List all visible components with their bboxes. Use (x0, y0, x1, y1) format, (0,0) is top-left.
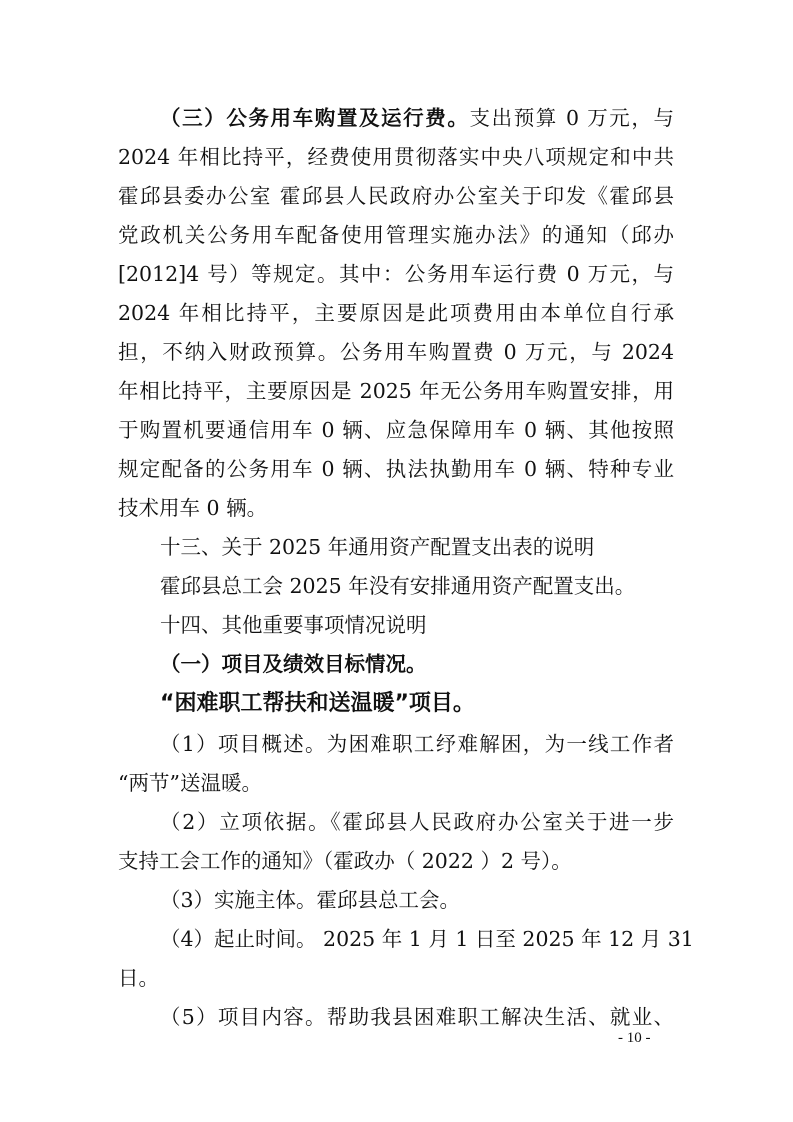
page-number: - 10 - (618, 1030, 651, 1046)
section-3-line-8: 年相比持平，主要原因是 2025 年无公务用车购置安排，用 (118, 379, 674, 403)
section-3-line-7: 担，不纳入财政预算。公务用车购置费 0 万元，与 2024 (118, 340, 674, 364)
paragraph-13: 霍邱县总工会 2025 年没有安排通用资产配置支出。 (160, 574, 636, 598)
item-1-line-2: “两节”送温暖。 (118, 771, 262, 795)
project-title: “困难职工帮扶和送温暖”项目。 (160, 691, 475, 716)
item-2-line-1: （2）立项依据。《霍邱县人民政府办公室关于进一步 (160, 810, 674, 834)
section-3-lead: （三）公务用车购置及运行费。 (160, 106, 470, 130)
section-3-line-1-text: 支出预算 0 万元，与 (469, 106, 675, 130)
section-3-line-5: [2012]4 号）等规定。其中：公务用车运行费 0 万元，与 (118, 262, 674, 286)
sub-heading-1: （一）项目及绩效目标情况。 (160, 652, 427, 676)
section-3-line-9: 于购置机要通信用车 0 辆、应急保障用车 0 辆、其他按照 (118, 418, 674, 442)
heading-13: 十三、关于 2025 年通用资产配置支出表的说明 (160, 535, 595, 559)
section-3-line-3: 霍邱县委办公室 霍邱县人民政府办公室关于印发《霍邱县 (118, 184, 674, 208)
section-3-line-4: 党政机关公务用车配备使用管理实施办法》的通知（邱办 (118, 223, 674, 247)
item-1-line-1: （1）项目概述。为困难职工纾难解困，为一线工作者 (160, 732, 674, 756)
section-3-line-1 (160, 100, 674, 136)
item-5-line-1: （5）项目内容。帮助我县困难职工解决生活、就业、 (160, 1005, 674, 1029)
section-3-line-11: 技术用车 0 辆。 (118, 496, 268, 520)
item-4-line-1: （4）起止时间。 2025 年 1 月 1 日至 2025 年 12 月 31 (160, 927, 694, 951)
section-3-line-6: 2024 年相比持平，主要原因是此项费用由本单位自行承 (118, 301, 674, 325)
section-3-line-2: 2024 年相比持平，经费使用贯彻落实中央八项规定和中共 (118, 145, 674, 169)
section-3-line-10: 规定配备的公务用车 0 辆、执法执勤用车 0 辆、特种专业 (118, 457, 674, 481)
item-4-line-2: 日。 (118, 966, 159, 990)
item-3: （3）实施主体。霍邱县总工会。 (160, 888, 461, 912)
heading-14: 十四、其他重要事项情况说明 (160, 613, 427, 637)
item-2-line-2: 支持工会工作的通知》（霍政办（ 2022 ）2 号）。 (118, 849, 572, 873)
